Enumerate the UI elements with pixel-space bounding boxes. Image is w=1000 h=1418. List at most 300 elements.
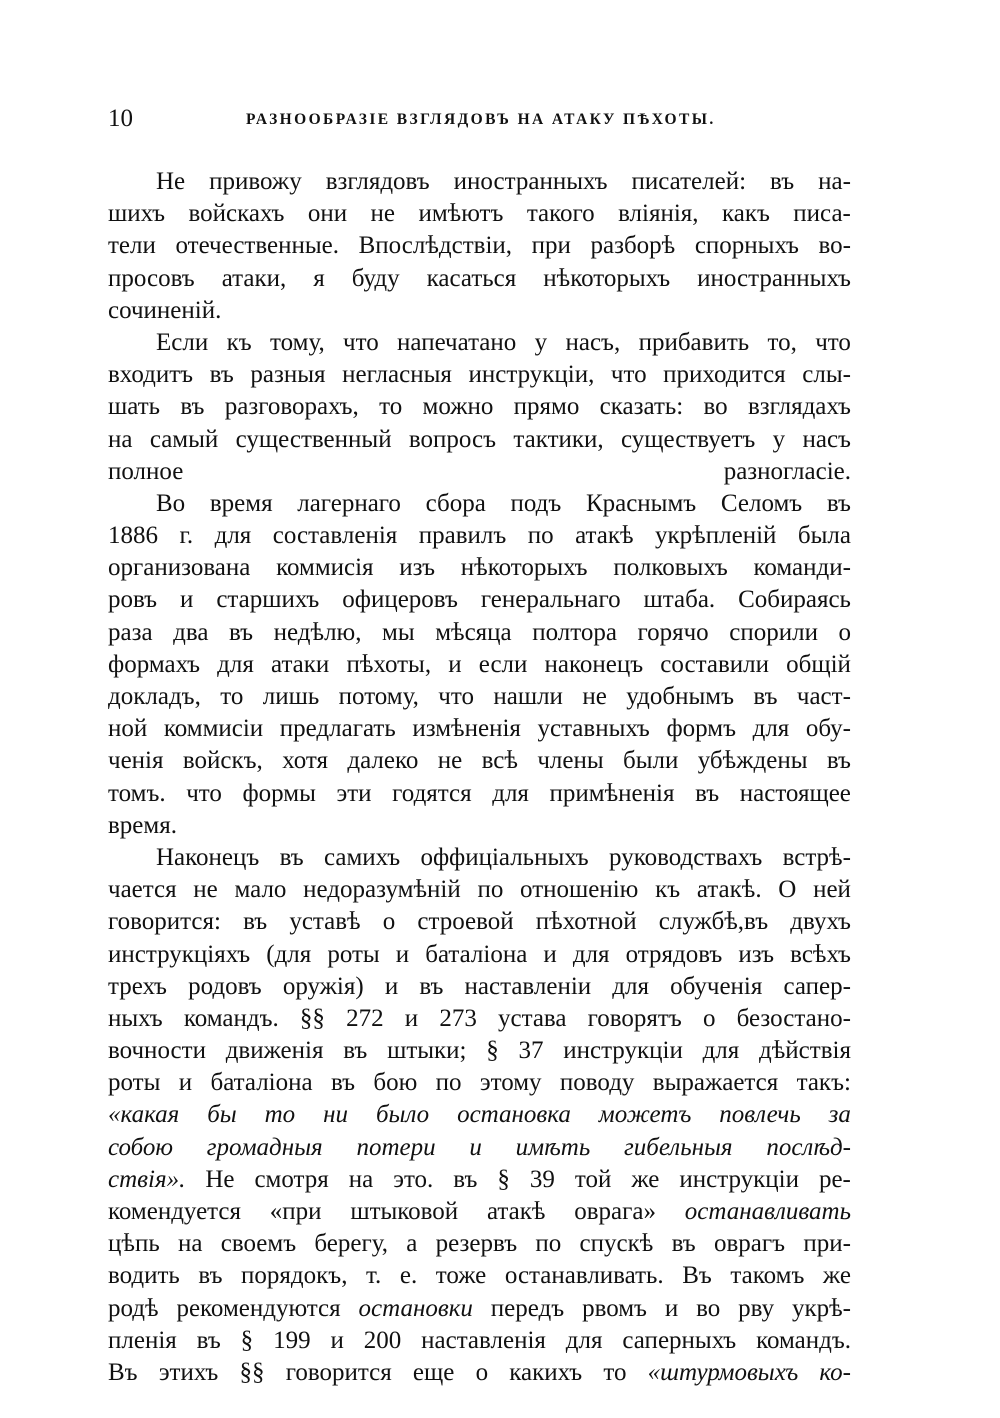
line-words: [108, 1228, 851, 1260]
word: на-: [818, 168, 851, 195]
word: рекомендуются: [176, 1294, 341, 1322]
word: старшихъ: [216, 586, 320, 614]
word: собою: [108, 1133, 174, 1161]
word: оврагъ: [713, 1230, 786, 1258]
word: говорится: [285, 1358, 392, 1386]
word: берегу,: [314, 1230, 388, 1258]
line-words: [108, 424, 851, 456]
word: входитъ: [108, 361, 194, 389]
word: дѣйствія: [759, 1037, 851, 1065]
word: родовъ: [188, 972, 262, 1000]
line-words: [108, 1357, 851, 1389]
word: §: [497, 1165, 510, 1193]
word: т.: [366, 1262, 382, 1290]
word: изъ: [738, 940, 775, 968]
word: Не: [205, 1165, 235, 1193]
line-words: [108, 1293, 851, 1325]
word: наставленія: [421, 1326, 546, 1354]
word: напечатано: [397, 328, 517, 356]
word: не: [582, 683, 607, 710]
word: общій: [786, 650, 851, 678]
word: раза: [108, 618, 153, 646]
word: существуетъ: [620, 425, 756, 453]
word: безостано-: [736, 1004, 851, 1032]
word: бы: [207, 1101, 237, 1129]
word: недоразумѣній: [303, 876, 461, 904]
word: разговорахъ,: [224, 393, 359, 421]
text-line: [108, 488, 851, 520]
word: остановка: [457, 1101, 571, 1129]
word: о: [475, 1358, 489, 1386]
word: мало: [234, 876, 287, 904]
word: атакѣ.: [696, 876, 762, 904]
line-words: [108, 681, 851, 713]
word: пѣхоты,: [346, 650, 432, 678]
word: ре-: [818, 1165, 851, 1193]
word: нашли: [493, 683, 563, 710]
text-line: [108, 295, 851, 327]
word: водить: [108, 1262, 180, 1290]
word: существенный: [235, 425, 392, 453]
word: г.: [179, 522, 194, 550]
word: по: [435, 1069, 462, 1097]
word: во-: [818, 232, 851, 260]
word: мы: [382, 618, 415, 646]
word: обу-: [805, 715, 851, 743]
word: не: [193, 876, 218, 904]
word: чается: [108, 876, 177, 904]
word: послѣд-: [766, 1133, 851, 1161]
word: инструкціи,: [468, 361, 595, 389]
word: баталіона: [210, 1069, 313, 1097]
word: по: [527, 522, 554, 550]
word: спорили: [729, 618, 818, 646]
word: составили: [660, 650, 769, 678]
text-line: [108, 713, 851, 745]
word: обученія: [670, 972, 763, 1000]
word: взглядахъ: [747, 393, 851, 421]
word: нѣкоторыхъ: [543, 264, 671, 292]
word: (для: [266, 940, 312, 968]
word: для: [217, 650, 254, 678]
line-words: [156, 842, 851, 874]
word: было: [375, 1101, 430, 1129]
line-words: [108, 198, 851, 230]
word: просовъ: [108, 264, 195, 292]
word: вопросъ: [408, 425, 497, 453]
word: для: [702, 1037, 740, 1065]
word: штыковой: [350, 1198, 459, 1225]
word: ныхъ: [108, 1004, 163, 1032]
line-words: [108, 1035, 851, 1067]
word: время: [209, 489, 273, 517]
line-words: [108, 520, 851, 552]
word: правилъ: [418, 522, 507, 550]
word: въ: [343, 1037, 368, 1065]
word: можетъ: [598, 1101, 692, 1129]
word: Въ: [108, 1358, 138, 1386]
line-words: [108, 552, 851, 584]
text-line: [108, 1293, 851, 1325]
word: коммисіи: [163, 715, 264, 743]
word: они: [307, 200, 348, 228]
word: О: [778, 876, 797, 904]
word: у: [534, 328, 548, 356]
word: то: [220, 683, 244, 710]
line-text: время.: [108, 811, 177, 839]
text-line: [108, 617, 851, 649]
word: §§: [299, 1004, 325, 1032]
word: ченія: [108, 747, 164, 775]
running-title: РАЗНООБРАЗІЕ ВЗГЛЯДОВЪ НА АТАКУ ПѢХОТЫ.: [246, 111, 716, 128]
word: отрядовъ: [625, 940, 723, 968]
word: поводу: [559, 1069, 635, 1097]
word: оружія): [282, 972, 364, 1000]
word: въ: [228, 618, 254, 646]
line-words: [108, 230, 851, 262]
word: горячо: [637, 618, 709, 646]
word: службѣ,въ: [658, 908, 769, 936]
word: роты: [108, 1069, 161, 1097]
word: укрѣпленій: [655, 522, 777, 550]
word: и: [448, 650, 462, 678]
line-words: [108, 713, 851, 745]
word: §: [486, 1037, 499, 1065]
text-line: [108, 874, 851, 906]
line-words: [108, 1196, 851, 1228]
word: атаки: [271, 650, 330, 678]
word: всѣхъ: [790, 940, 851, 968]
text-line: [108, 327, 851, 359]
word: саперныхъ: [622, 1326, 737, 1354]
word: самый: [149, 425, 219, 453]
word: предлагать: [279, 715, 396, 743]
text-line: [108, 359, 851, 391]
word: «штурмовыхъ: [647, 1358, 799, 1386]
word: на: [348, 1165, 374, 1193]
word: о: [838, 618, 851, 646]
word: убѣждены: [697, 747, 808, 775]
word: въ: [180, 393, 205, 421]
word: §§: [239, 1358, 265, 1386]
word: генеральнаго: [480, 586, 621, 614]
text-line: [108, 166, 851, 198]
word: Впослѣдствіи,: [358, 232, 513, 260]
text-line: [108, 842, 851, 874]
word: инструкціи: [563, 1037, 683, 1065]
word: двухъ: [790, 908, 851, 936]
word: годятся: [392, 779, 472, 807]
word: и: [395, 940, 410, 968]
word: же: [631, 1165, 660, 1193]
word: устава: [498, 1004, 567, 1032]
word: лагернаго: [297, 489, 401, 517]
word: писа-: [793, 200, 851, 228]
word: при-: [803, 1230, 851, 1258]
text-line: [108, 1067, 851, 1099]
line-words: [108, 391, 851, 423]
word: §: [240, 1326, 254, 1354]
word: въ: [419, 972, 444, 1000]
text-line: [108, 810, 851, 842]
word: громадныя: [206, 1133, 323, 1161]
word: сбора: [425, 489, 486, 517]
word: повлечь: [719, 1101, 801, 1129]
word: сапер-: [783, 972, 851, 1000]
word: въ: [753, 683, 778, 710]
word: ровъ: [108, 586, 158, 614]
word: штаба.: [643, 586, 716, 614]
word: примѣненія: [549, 779, 675, 807]
line-words: [108, 649, 851, 681]
word: касаться: [426, 264, 517, 292]
word: укрѣ-: [791, 1294, 851, 1322]
word: атакѣ: [575, 522, 634, 550]
word: инструкціи: [679, 1165, 799, 1193]
word: о: [382, 908, 396, 936]
word: взглядовъ: [325, 168, 430, 195]
line-words: [108, 745, 851, 777]
text-line: [108, 424, 851, 456]
word: атакѣ: [486, 1198, 546, 1225]
word: такого: [526, 200, 595, 228]
word: полковыхъ: [613, 554, 728, 582]
word: 200: [363, 1326, 402, 1354]
word: то: [603, 1358, 627, 1386]
word: этихъ: [158, 1358, 219, 1386]
word: ствія».: [108, 1165, 186, 1193]
word: спускѣ: [579, 1230, 654, 1258]
word: наставленіи: [464, 972, 592, 1000]
word: Селомъ: [720, 489, 803, 517]
word: Краснымъ: [585, 489, 697, 517]
running-head: [108, 104, 848, 136]
text-line: [108, 1164, 851, 1196]
word: останавливать.: [504, 1262, 664, 1290]
word: комендуется: [108, 1198, 242, 1225]
word: вліянія,: [618, 200, 699, 228]
word: въ: [198, 1262, 223, 1290]
word: настоящее: [739, 779, 851, 807]
word: оврага»: [574, 1198, 656, 1225]
word: если: [478, 650, 528, 678]
word: спорныхъ: [694, 232, 799, 260]
word: негласныя: [342, 361, 452, 389]
text-line: [108, 939, 851, 971]
word: привожу: [209, 168, 302, 195]
text-line: [108, 681, 851, 713]
word: родѣ: [108, 1294, 159, 1322]
word: хотя: [282, 747, 329, 775]
word: въ: [279, 843, 304, 871]
word: эти: [336, 779, 372, 807]
word: руководствахъ: [609, 843, 763, 871]
word: сказать:: [599, 393, 684, 421]
word: въ: [209, 361, 234, 389]
word: формахъ: [108, 650, 201, 678]
word: имѣютъ: [418, 200, 504, 228]
text-line: [108, 230, 851, 262]
line-words: [156, 166, 851, 198]
word: можно: [422, 393, 494, 421]
word: и: [330, 1326, 344, 1354]
word: част-: [796, 683, 851, 710]
word: писателей:: [631, 168, 747, 195]
word: гибельныя: [624, 1133, 733, 1161]
word: что: [815, 328, 851, 356]
word: члены: [537, 747, 604, 775]
text-line: [108, 1357, 851, 1389]
word: бою: [373, 1069, 418, 1097]
text-line: [108, 584, 851, 616]
word: по: [535, 1230, 562, 1258]
word: уставныхъ: [537, 715, 650, 743]
word: какъ: [721, 200, 770, 228]
line-words: [108, 778, 851, 810]
word: пленія: [108, 1326, 177, 1354]
word: это.: [393, 1165, 434, 1193]
word: трехъ: [108, 972, 167, 1000]
word: 39: [529, 1165, 555, 1193]
text-line: [108, 1228, 851, 1260]
line-words: [108, 263, 851, 295]
word: то: [379, 393, 403, 421]
word: лишь: [262, 683, 320, 710]
word: инструкціяхъ: [108, 940, 251, 968]
word: баталіона: [425, 940, 528, 968]
word: составленія: [272, 522, 398, 550]
word: къ: [655, 876, 681, 904]
text-line: [108, 520, 851, 552]
line-words: [108, 1003, 851, 1035]
text-line: [108, 1260, 851, 1292]
line-words: [108, 1325, 851, 1357]
word: недѣлю,: [273, 618, 362, 646]
word: же: [822, 1262, 851, 1290]
text-line: [108, 1099, 851, 1131]
word: выражается: [652, 1069, 779, 1097]
word: коммисія: [276, 554, 374, 582]
text-line: [108, 778, 851, 810]
word: изъ: [399, 554, 436, 582]
word: для: [612, 972, 649, 1000]
word: порядокъ,: [241, 1262, 348, 1290]
word: иностранныхъ: [453, 168, 608, 195]
word: томъ.: [108, 779, 166, 807]
word: той: [574, 1165, 612, 1193]
word: слы-: [802, 361, 851, 389]
word: формы: [242, 779, 316, 807]
word: остановки: [358, 1294, 473, 1322]
word: въ: [243, 908, 268, 936]
text-line: [108, 1325, 851, 1357]
word: въ: [330, 1069, 356, 1097]
word: Если: [156, 328, 209, 356]
word: измѣненія: [412, 715, 521, 743]
word: Собираясь: [738, 586, 851, 614]
word: во: [696, 1294, 721, 1322]
word: для: [572, 940, 610, 968]
word: разборѣ: [590, 232, 676, 260]
word: говорится:: [108, 908, 221, 936]
word: для: [752, 715, 790, 743]
word: резервъ: [435, 1230, 518, 1258]
word: и: [384, 972, 399, 1000]
word: что: [186, 779, 222, 807]
line-words: [108, 617, 851, 649]
word: 37: [518, 1037, 544, 1065]
word: у: [772, 425, 786, 453]
word: 272: [346, 1004, 384, 1032]
word: то: [264, 1101, 296, 1129]
line-words: [108, 971, 851, 1003]
word: я: [313, 264, 325, 292]
word: строевой: [417, 908, 514, 936]
word: вочности: [108, 1037, 206, 1065]
word: ной: [108, 715, 148, 743]
word: въ: [695, 779, 720, 807]
word: что: [610, 361, 647, 389]
word: движенія: [225, 1037, 324, 1065]
word: атаки,: [221, 264, 287, 292]
text-line: [108, 198, 851, 230]
word: всѣ: [481, 747, 518, 775]
text-line: [108, 971, 851, 1003]
text-line: [108, 263, 851, 295]
word: прямо: [513, 393, 580, 421]
word: для: [492, 779, 529, 807]
text-line: [108, 745, 851, 777]
word: формъ: [666, 715, 737, 743]
word: и: [178, 1069, 193, 1097]
line-words: [108, 1164, 851, 1196]
word: и: [180, 586, 194, 614]
text-line: [108, 552, 851, 584]
line-words: [108, 874, 851, 906]
word: для: [565, 1326, 603, 1354]
text-line: [108, 1196, 851, 1228]
word: цѣпь: [108, 1230, 160, 1258]
word: въ: [826, 489, 851, 517]
word: командъ.: [183, 1004, 279, 1032]
line-text: полное разногласіе.: [108, 457, 851, 485]
text-line: [108, 1035, 851, 1067]
word: шать: [108, 393, 161, 421]
word: своемъ: [220, 1230, 297, 1258]
word: что: [438, 683, 474, 710]
line-words: [108, 1067, 851, 1099]
word: организована: [108, 554, 251, 582]
word: Наконецъ: [156, 843, 260, 871]
word: рвомъ: [582, 1294, 647, 1322]
word: потому,: [338, 683, 419, 710]
word: а: [406, 1230, 418, 1258]
word: Во: [156, 489, 186, 517]
word: потери: [356, 1133, 436, 1161]
word: тому,: [270, 328, 325, 356]
word: Не: [156, 168, 186, 195]
word: говорятъ: [587, 1004, 682, 1032]
word: какихъ: [509, 1358, 583, 1386]
word: на: [178, 1230, 203, 1258]
line-words: [156, 488, 851, 520]
word: роты: [327, 940, 380, 968]
word: этому: [479, 1069, 542, 1097]
word: Въ: [682, 1262, 712, 1290]
word: полтора: [532, 618, 617, 646]
word: насъ: [802, 425, 851, 453]
word: и: [404, 1004, 419, 1032]
